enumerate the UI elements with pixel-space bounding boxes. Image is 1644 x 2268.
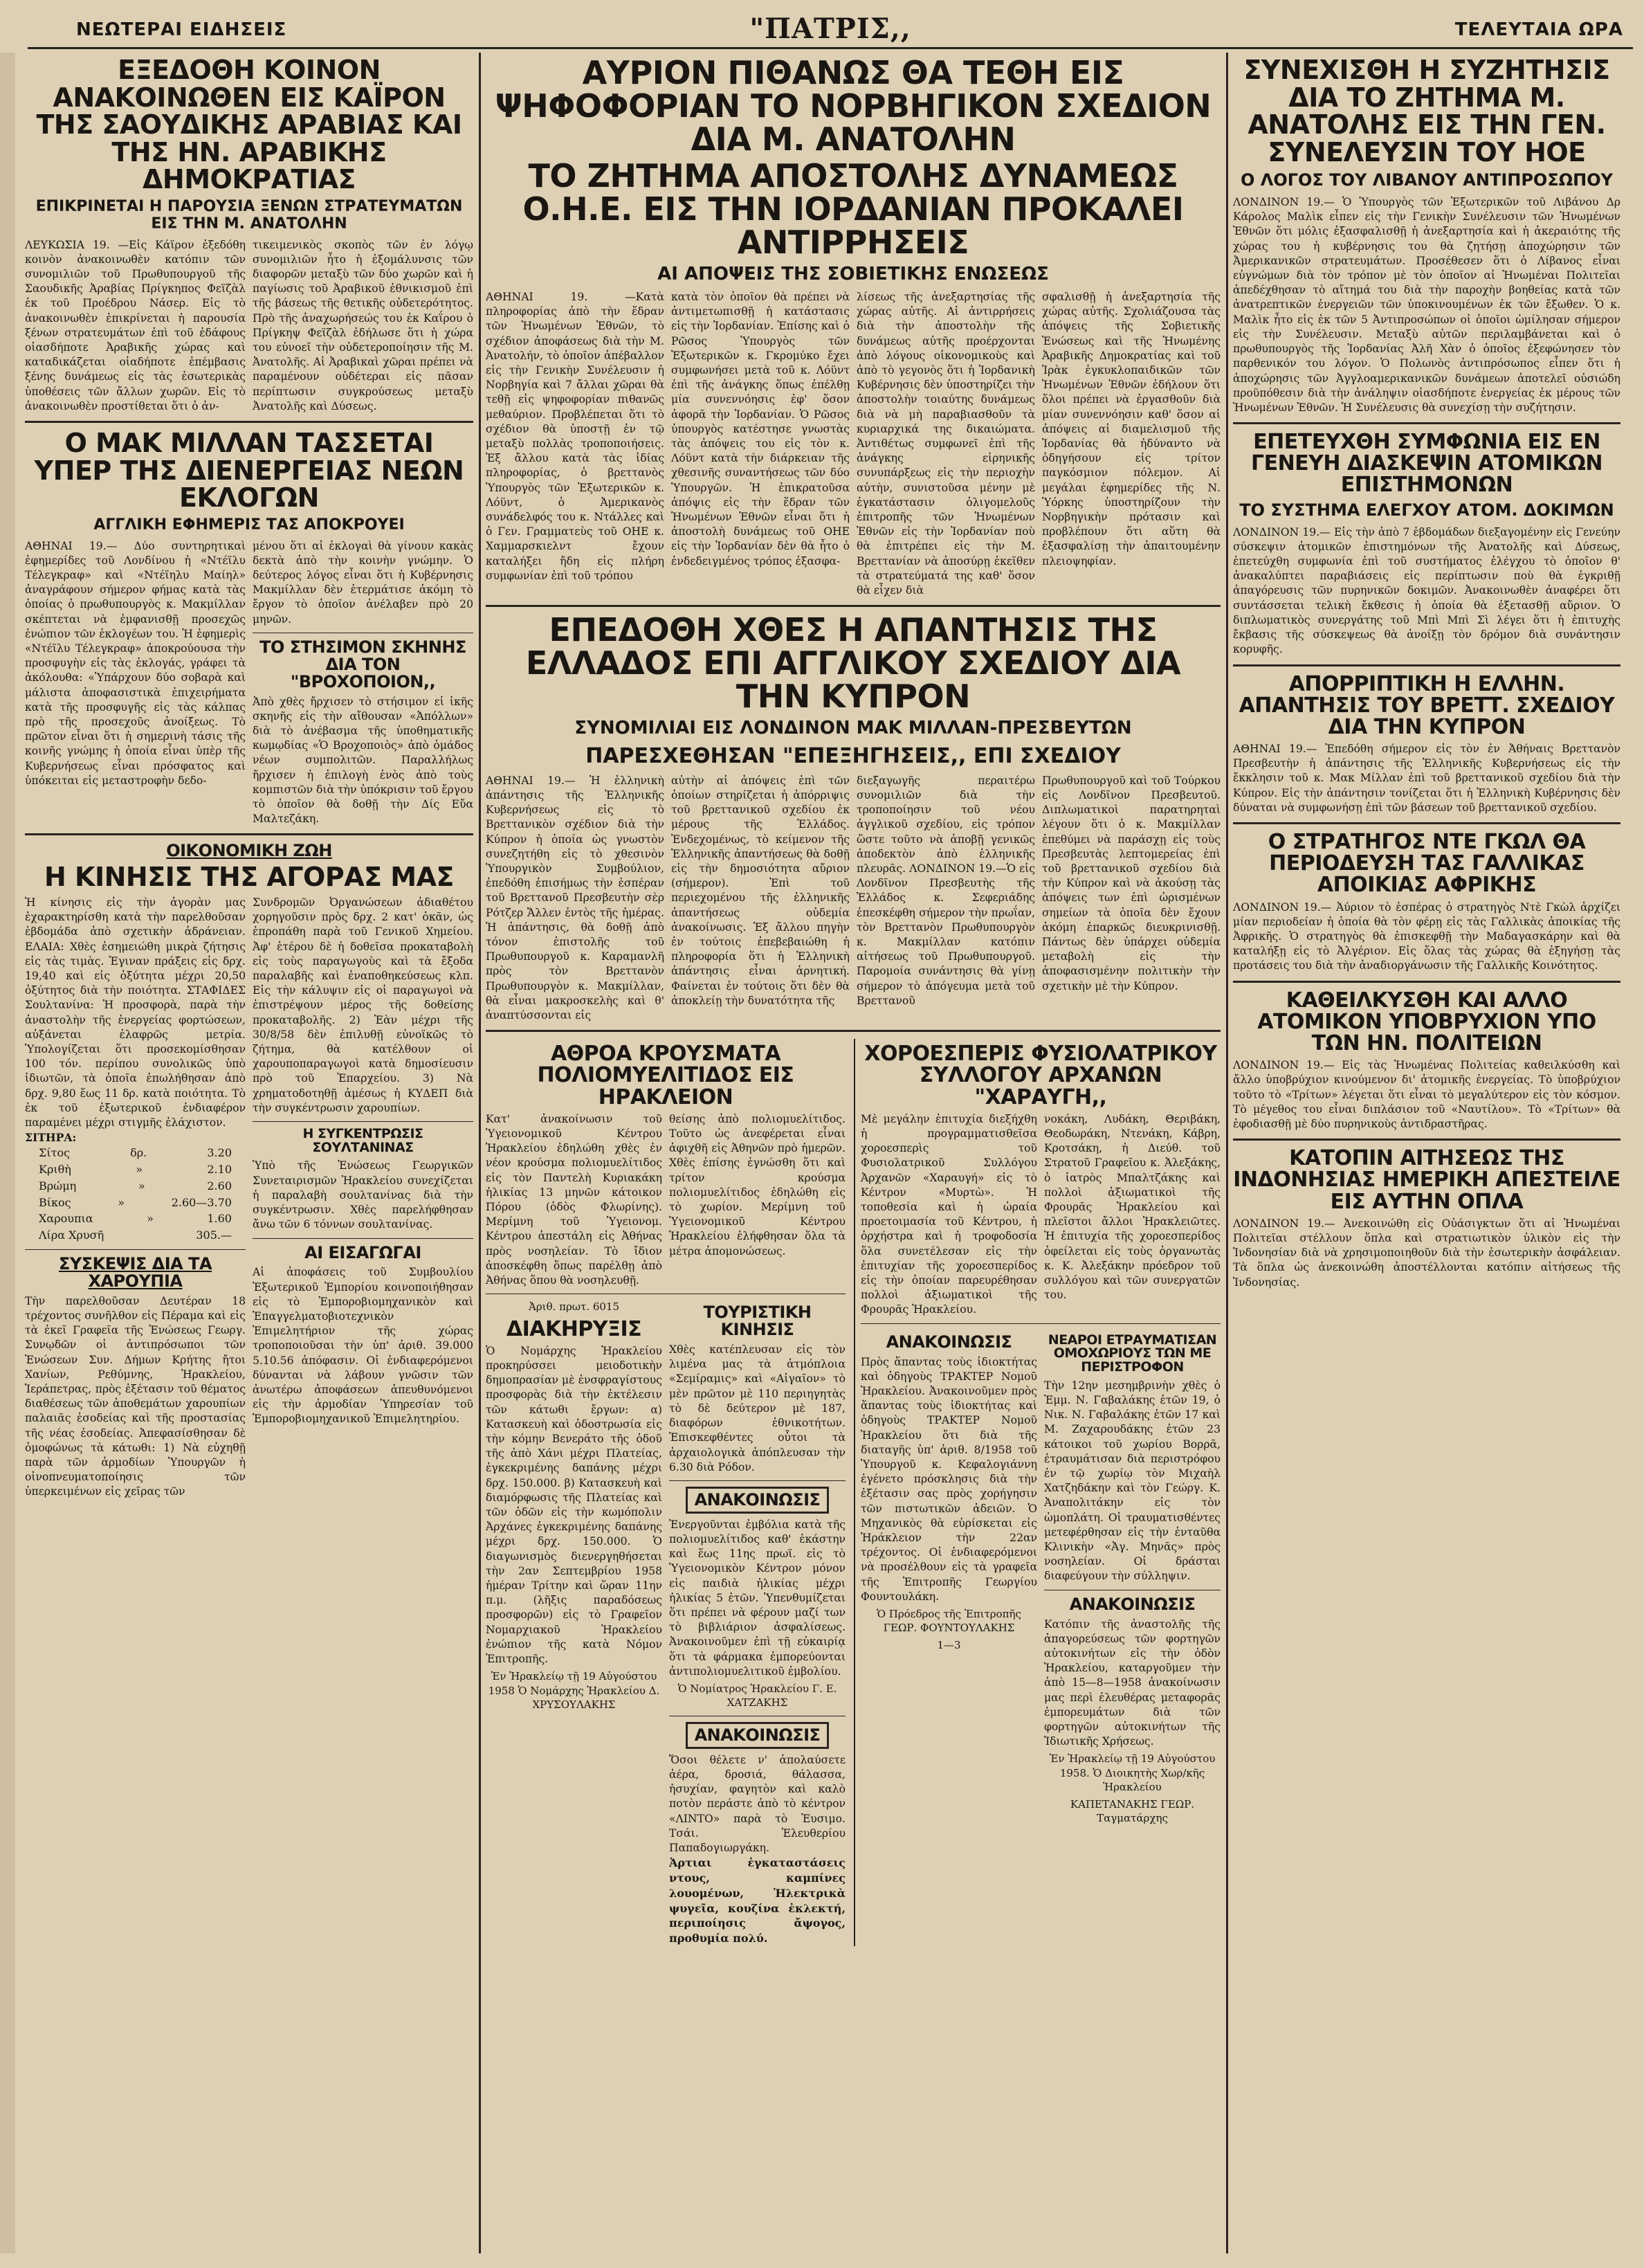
price-row: Βρώμη » 2.60 xyxy=(39,1179,232,1192)
headline-macmillan-elections: Ο ΜΑΚ ΜΙΛΛΑΝ ΤΑΣΣΕΤΑΙ ΥΠΕΡ ΤΗΣ ΔΙΕΝΕΡΓΕΙΑΣ ΝΕΩΝ ΕΚΛΟΓΩΝ xyxy=(34,428,464,514)
headline-announcement: ΑΝΑΚΟΙΝΩΣΙΣ xyxy=(886,1332,1012,1352)
headline-greek-reply-negative: ΑΠΟΡΡΙΠΤΙΚΗ Η ΕΛΛΗΝ. ΑΠΑΝΤΗΣΙΣ ΤΟΥ ΒΡΕΤΤ. ΣΧΕΔΙΟΥ ΔΙΑ ΤΗΝ ΚΥΠΡΟΝ xyxy=(1239,671,1615,739)
article-text: σφαλισθῇ ἡ ἀνεξαρτησία τῆς χώρας αὐτῆς. Σχολιάζουσα τὰς ἀπόψεις τῆς Σοβιετικῆς Ἑνώσεως καὶ τῆς Ἡνωμένης Ἀραβικῆς Δημοκρατίας καὶ τοῦ Ἰρὰκ ἐγκυκλοπαιδικῶν τῶν Ἡνωμένων Ἐθνῶν ἐδήλουν ὅτι ὅλοι πρέπει νὰ ἐργασθοῦν διὰ μίαν συνεννόησιν καθ' ὅσον αἱ ἀπόψεις αἱ διαμελισμοῦ τῆς Ἰορδανίας θὰ ἠδύναντο νὰ ὁδηγήσουν εἰς τρίτον παγκόσμιον πόλεμον. Αἱ μεγάλαι ἐφημερίδες τῆς Ν. Ὑόρκης ὑποστηρίζουν τὴν Νορβηγικὴν πρότασιν καὶ προβλέπουν ὅτι αὕτη θὰ ἐξασφαλίσῃ τὴν ἀπαιτουμένην πλειοψηφίαν. xyxy=(1042,290,1221,568)
article-text: ΛΟΝΔΙΝΟΝ 19.— Ἀύριον τὸ ἑσπέρας ὁ στρατηγὸς Ντὲ Γκὼλ ἀρχίζει μίαν περιοδείαν ἡ ὁποία θὰ τὸν φέρῃ εἰς τὰς Γαλλικὰς ἀποικίας τῆς Ἀφρικῆς. Ὁ στρατηγὸς θὰ ἐπισκεφθῇ τὴν Μαδαγασκάρην καὶ θὰ καταλήξῃ εἰς τὸ Ἀλγέριον. Εἰς ὅλας τὰς χώρας θὰ ἐξηγήσῃ τὰς προτάσεις του διὰ τὴν ἀναδιοργάνωσιν τῆς Γαλλικῆς Κοινότητος. xyxy=(1233,900,1620,972)
headline-youths-shooting: ΝΕΑΡΟΙ ΕΤΡΑΥΜΑΤΙΣΑΝ ΟΜΟΧΩΡΙΟΥΣ ΤΩΝ ΜΕ ΠΕΡΙΣΤΡΟΦΟΝ xyxy=(1048,1332,1217,1375)
masthead-right: ΤΕΛΕΥΤΑΙΑ ΩΡΑ xyxy=(1454,19,1623,40)
headline-carob-meeting: ΣΥΣΚΕΨΙΣ ΔΙΑ ΤΑ ΧΑΡΟΥΠΙΑ xyxy=(58,1253,212,1291)
subheadline-foreign-troops: ΕΠΙΚΡΙΝΕΤΑΙ Η ΠΑΡΟΥΣΙΑ ΞΕΝΩΝ ΣΤΡΑΤΕΥΜΑΤΩΝ ΕΙΣ ΤΗΝ Μ. ΑΝΑΤΟΛΗΝ xyxy=(35,197,463,233)
headline-announcement: ΑΝΑΚΟΙΝΩΣΙΣ xyxy=(1069,1594,1196,1614)
signature: Ὁ Πρόεδρος τῆς Ἐπιτροπῆς ΓΕΩΡ. ΦΟΥΝΤΟΥΛΑΚΗΣ xyxy=(877,1607,1021,1635)
article-text: Ὅσοι θέλετε ν' ἀπολαύσετε ἀέρα, δροσιά, θάλασσα, ἡσυχίαν, φαγητὸν καὶ καλὸ ποτὸν περάστε ἀπὸ τὸ κέντρον «ΛΙΝΤΟ» παρὰ τὸ Ἐυσιμο. Τσάι. Ἐλευθερίου Παπαδογιωργάκη. xyxy=(669,1753,846,1855)
article-text: Συνδρομῶν Ὀργανώσεων ἀδιαθέτου χορηγοῦσιν πρὸς δρχ. 2 κατ' ὀκᾶν, ὡς ἐπροπάθη παρὰ τοῦ Γενικοῦ Χημείου. Ἀφ' ἑτέρου δὲ ἡ δοθεῖσα προκαταβολὴ εἰς τοὺς παραγωγοὺς καὶ τὰ ἔξοδα παραλαβῆς καὶ ἐναποθηκεύσεως κλπ. Εἰς τὴν κάλυψιν εἰς οἱ παραγωγοὶ νὰ ἐπιστρέψουν μέρος τῆς δοθείσης προκαταβολῆς. 2) Ἐὰν μέχρι τῆς 30/8/58 δὲν ἐπιλυθῇ εὐνοϊκῶς τὸ ζήτημα, θὰ κατέλθουν οἱ χαρουποπαραγωγοὶ κατὰ δημοσίευσιν πρὸ τοῦ Ἐπαρχείου. 3) Νὰ χρηματοδοτηθῇ ἀμέσως ἡ ΚΥΔΕΠ διὰ τὴν συγκέντρωσιν χαρουπίων. xyxy=(253,896,473,1114)
headline-geneva-agreement: ΕΠΕΤΕΥΧΘΗ ΣΥΜΦΩΝΙΑ ΕΙΣ ΕΝ ΓΕΝΕΥΗ ΔΙΑΣΚΕΨΙΝ ΑΤΟΜΙΚΩΝ ΕΠΙΣΤΗΜΟΝΩΝ xyxy=(1250,430,1603,498)
article-text: ΑΘΗΝΑΙ 19.— Ἐπεδόθη σήμερον εἰς τὸν ἐν Ἀθήναις Βρεττανὸν Πρεσβευτὴν ἡ ἀπάντησις τῆς Ἑλληνικῆς Κυβερνήσεως εἰς τὴν ἔκκλησιν τοῦ κ. Μακ Μίλλαν ἐπὶ τοῦ βρεττανικοῦ σχεδίου διὰ τὴν Κύπρον. Εἰς τὴν ἀπάντησιν τονίζεται ὅτι ἡ Ἑλληνικὴ Κυβέρνησις δὲν δύναται νὰ συμφωνήσῃ ἐπὶ τῶν βάσεων τοῦ βρεττανικοῦ σχεδίου. xyxy=(1233,743,1620,814)
article-text: ΑΘΗΝΑΙ 19.— Δύο συντηρητικαὶ ἐφημερίδες τοῦ Λονδίνου ἡ «Ντέϊλυ Τέλεγκραφ» καὶ «Ντέϊηλυ Μαίηλ» ἀναγράφουν σήμερον φήμας κατὰ τὰς ὁποίας ὁ πρωθυπουργὸς κ. Μακμίλλαν σκέπτεται νὰ ἐμφανισθῇ προσεχῶς ἐνώπιον τῶν ἐκλογέων του. Ἡ ἐφημερὶς «Ντέϊλυ Τέλεγκραφ» ἀποκρούουσα τὴν προσφυγὴν εἰς τὰς ἐκλογάς, γράφει τὰ ἀκόλουθα: «Ὑπάρχουν δύο σοβαρὰ καὶ μάλιστα ἀποφασιστικὰ ἐπιχειρήματα κατὰ τῆς προσφυγῆς εἰς τὰς κάλπας πρὸ τῆς προσεχοῦς ἀνοίξεως. Τὸ πρῶτον εἶναι ὅτι ἡ σημερινὴ τάσις τῆς κοινῆς γνώμης ἡ ὁποία εἶναι ὑπὲρ τῆς Κυβερνήσεως εἶναι πρόσφατος καὶ ὑπόκειται εἰς μεταστροφὴν δεδο- xyxy=(25,539,246,787)
subheadline-soviet-views: ΑΙ ΑΠΟΨΕΙΣ ΤΗΣ ΣΟΒΙΕΤΙΚΗΣ ΕΝΩΣΕΩΣ xyxy=(657,263,1049,284)
article-text: Ἡ κίνησις εἰς τὴν ἀγορὰν μας ἐχαρακτηρίσθη κατὰ τὴν παρελθοῦσαν ἑβδομάδα ἀπὸ σχετικὴν ἀδράνειαν. ΕΛΑΙΑ: Χθὲς ἐσημειώθη μικρὰ ζήτησις εἰς τὰς τιμὰς. Ἐγιναν πράξεις εἰς δρχ. 19,40 καὶ εἰς ὀξύτητα μέχρι 20,50 ὀξύτητος διὰ τὴν ποιότητα. ΣΤΑΦΙΔΕΣ Σουλτανίνα: Ἡ προσφορὰ, παρὰ τὴν ἀναστολὴν τῆς ἐνεργείας φορτώσεων, αὐξάνεται ἐλαφρῶς μετρία. Ὑπολογίζεται ὅτι προσεκομίσθησαν 100 τόν. περίπου συνολικῶς ὑπὸ ἰδιωτῶν, τὰ ὁποῖα ἐπωλήθησαν ἀπὸ δρχ. 9,80 ἕως 11 δρ. κατὰ ποιότητα. Τὸ ἐκ τοῦ ἐξωτερικοῦ ἐνδιαφέρον παραμένει μέχρι στιγμῆς ἐλάχιστον. xyxy=(25,896,246,1129)
headline-declaration: ΔΙΑΚΗΡΥΞΙΣ xyxy=(506,1316,642,1341)
column-rule xyxy=(479,53,481,2253)
signature: Ἐν Ἡρακλείῳ τῇ 19 Αὐγούστου 1958 Ὁ Νομάρχης Ἡρακλείου Δ. ΧΡΥΣΟΥΛΑΚΗΣ xyxy=(488,1670,660,1711)
column-rule xyxy=(1226,53,1228,2253)
price-row: Σίτος δρ. 3.20 xyxy=(39,1146,232,1160)
column-left xyxy=(25,53,473,2253)
article-text: διεξαγωγῆς περαιτέρω συνομιλιῶν διὰ τὴν τροποποίησιν τοῦ νέου ἀγγλικοῦ σχεδίου, εἰς τρόπον ὥστε τοῦτο νὰ ἀποβῇ γενικῶς ἀποδεκτὸν ἀπὸ ἑλληνικῆς πλευρᾶς. ΛΟΝΔΙΝΟΝ 19.—Ὁ εἰς Λονδῖνον Πρεσβευτὴς τῆς Ἑλλάδος κ. Σεφεριάδης ἐπεσκέφθη σήμερον τὴν πρωΐαν, τὸν Βρεττανὸν Πρωθυπουργὸν κ. Μακμίλλαν κατόπιν αἰτήσεως τοῦ Πρωθυπουργοῦ. Παρομοία συνάντησις θὰ γίνῃ σήμερον τὸ ἀπόγευμα μετὰ τοῦ Βρεττανοῦ xyxy=(857,774,1035,1007)
headline-un-force-jordan: ΤΟ ΖΗΤΗΜΑ ΑΠΟΣΤΟΛΗΣ ΔΥΝΑΜΕΩΣ Ο.Η.Ε. ΕΙΣ ΤΗΝ ΙΟΡΔΑΝΙΑΝ ΠΡΟΚΑΛΕΙ ΑΝΤΙΡΡΗΣΕΙΣ xyxy=(522,157,1184,262)
article-text: λίσεως τῆς ἀνεξαρτησίας τῆς χώρας αὐτῆς. Αἱ ἀντιρρήσεις διὰ τὴν ἀποστολὴν τῆς δυνάμεως αὐτῆς προέρχονται ἀπὸ λόγους οἰκονομικοὺς καὶ ἀπὸ τὸ γεγονὸς ὅτι ἡ Ἰορδανικὴ Κυβέρνησις δὲν ὑποστηρίζει τὴν ἀποστολὴν τοιαύτης δυνάμεως διὰ νὰ μὴ παραβιασθοῦν τὰ κυριαρχικά της δικαιώματα. Ἀντιθέτως συμφωνεῖ ἐπὶ τῆς ἀνάγκης εἰρηνικῆς συνυπάρξεως εἰς τὴν περιοχὴν αὐτὴν, συνιστοῦσα μένην μὲ ἐγκατάστασιν ὀλιγομελοῦς ἐπιτροπῆς τῶν Ἡνωμένων Ἐθνῶν εἰς τὴν Ἰορδανίαν ποὺ θὰ ἐπιτρέπει εἰς τὴν Μ. Βρεττανίαν νὰ ἀποσύρῃ ἐκεῖθεν τὰ στρατεύματά της καθ' ὅσον θὰ εἶχεν διὰ xyxy=(857,290,1035,597)
article-text: κατὰ τὸν ὁποῖον θὰ πρέπει νὰ ἀντιμετωπισθῇ ἡ κατάστασις εἰς τὴν Ἰορδανίαν. Ἐπίσης καὶ ὁ Ρῶσος Ὑπουργὸς τῶν Ἐξωτερικῶν κ. Γκρομύκο ἔχει συμφωνήσει μετὰ τοῦ κ. Λόϋντ ἐπὶ τῆς ἀνάγκης ὅπως ἐπέλθῃ μία συνεννόησις ἐφ' ὅσον ἀφορᾶ τὴν Ἰορδανίαν. Ὁ Ρῶσος ὑπουργὸς κατέστησε γνωστὰς τὰς ἀπόψεις του εἰς τὸν κ. Λόϋντ κατὰ τὴν διάρκειαν τῆς χθεσινῆς συναντήσεως τῶν δύο Ὑπουργῶν. Ἡ ἐπικρατοῦσα ἀπόψις εἰς τὴν ἕδραν τῶν Ἡνωμένων Ἐθνῶν εἶναι ὅτι ἡ ἀποστολὴ δυνάμεως τοῦ ΟΗΕ εἰς τὴν Ἰορδανίαν δὲν θὰ ἦτο ὁ ἐνδεδειγμένος τρόπος ἐξασφα- xyxy=(671,290,850,568)
article-text: Αἱ ἀποφάσεις τοῦ Συμβουλίου Ἐξωτερικοῦ Ἐμπορίου κοινοποιήθησαν εἰς τὸ Ἐμποροβιομηχανικὸν καὶ Ἐπαγγελματοβιοτεχνικὸν Ἐπιμελητήριον τῆς χώρας τροποποιοῦσαι τὴν ὑπ' ἀριθ. 39.000 5.10.56 ἀπόφασιν. Οἱ ἐνδιαφερόμενοι δύνανται νὰ λάβουν γνῶσιν τῶν ἀνωτέρω ἀποφάσεων ἀπευθυνόμενοι εἰς τὴν ἁρμοδίαν Ὑπηρεσίαν τοῦ Ἐμποροβιομηχανικοῦ Ἐπιμελητηρίου. xyxy=(253,1266,473,1426)
headline-tourism: ΤΟΥΡΙΣΤΙΚΗ ΚΙΝΗΣΙΣ xyxy=(703,1303,812,1340)
subheadline-london-talks: ΣΥΝΟΜΙΛΙΑΙ ΕΙΣ ΛΟΝΔΙΝΟΝ ΜΑΚ ΜΙΛΛΑΝ-ΠΡΕΣΒΕΥΤΩΝ xyxy=(574,717,1132,738)
masthead-left: ΝΕΩΤΕΡΑΙ ΕΙΔΗΣΕΙΣ xyxy=(76,19,287,40)
column-right xyxy=(1233,53,1620,2253)
headline-norwegian-plan: ΑΥΡΙΟΝ ΠΙΘΑΝΩΣ ΘΑ ΤΕΘΗ ΕΙΣ ΨΗΦΟΦΟΡΙΑΝ ΤΟ ΝΟΡΒΗΓΙΚΟΝ ΣΧΕΔΙΟΝ ΔΙΑ Μ. ΑΝΑΤΟΛΗΝ xyxy=(495,54,1212,158)
article-text: Χθὲς κατέπλευσαν εἰς τὸν λιμένα μας τὰ ἀτμόπλοια «Σεμίραμις» καὶ «Αἰγαῖον» τὸ μὲν πρῶτον μὲ 110 περιηγητὰς τὸ δὲ δεύτερον μὲ 187, διαφόρων ἐθνικοτήτων. Ἐπισκεφθέντες οὗτοι τὰ ἀρχαιολογικὰ ἀπόπλευσαν τὴν 6.30 διὰ Ρόδον. xyxy=(669,1343,846,1473)
declaration-ref: Ἀριθ. πρωτ. 6015 xyxy=(528,1300,619,1314)
price-row: Κριθὴ » 2.10 xyxy=(39,1163,232,1177)
signature: Ὁ Νομίατρος Ἡρακλείου Γ. Ε. ΧΑΤΖΑΚΗΣ xyxy=(677,1682,837,1709)
headline-saudi-communique: ΕΞΕΔΟΘΗ ΚΟΙΝΟΝ ΑΝΑΚΟΙΝΩΘΕΝ ΕΙΣ ΚΑΪΡΟΝ ΤΗΣ ΣΑΟΥΔΙΚΗΣ ΑΡΑΒΙΑΣ ΚΑΙ ΤΗΣ ΗΝ. ΑΡΑΒΙΚΗΣ ΔΗΜΟΚΡΑΤΙΑΣ xyxy=(36,55,462,195)
signature: Ἐν Ἡρακλείῳ τῇ 19 Αὐγούστου 1958. Ὁ Διοικητὴς Χωρ/κῆς Ἡρακλείου xyxy=(1049,1752,1216,1794)
signature-name: ΚΑΠΕΤΑΝΑΚΗΣ ΓΕΩΡ. Ταγματάρχης xyxy=(1070,1797,1195,1825)
subheadline-lebanon-speech: Ο ΛΟΓΟΣ ΤΟΥ ΛΙΒΑΝΟΥ ΑΝΤΙΠΡΟΣΩΠΟΥ xyxy=(1241,170,1613,190)
article-text: Ὁ Νομάρχης Ἡρακλείου προκηρύσσει μειοδοτικὴν δημοπρασίαν μὲ ἐνσφραγίστους προσφορὰς διὰ τὴν ἐκτέλεσιν τῶν κάτωθι ἔργων: α) Κατασκευὴ καὶ ὁδοστρωσία εἰς τὴν κόμην Βενεράτο τῆς ὁδοῦ τῆς ἀπὸ Χάνι μέχρι Πλατείας, ἐγκεκριμένης δαπάνης μέχρι δρχ. 150.000. β) Κατασκευὴ καὶ διαμόρφωσις τῆς Πλατείας καὶ τῶν ὁδῶν εἰς τὴν κωμόπολιν Ἀρχάνες ἐγκεκριμένης δαπάνης μέχρι δρχ. 150.000. Ὁ διαγωνισμὸς διενεργηθήσεται τὴν 2αν Σεπτεμβρίου 1958 ἡμέραν Τρίτην καὶ ὥραν 11ην π.μ. (λῆξις παραδόσεως προσφορῶν) εἰς τὸ Γραφεῖον Νομαρχιακοῦ Ἡρακλείου ἐνώπιον τῆς κατὰ Νόμον Ἐπιτροπῆς. xyxy=(486,1344,662,1666)
subheadline-test-control: ΤΟ ΣΥΣΤΗΜΑ ΕΛΕΓΧΟΥ ΑΤΟΜ. ΔΟΚΙΜΩΝ xyxy=(1239,500,1614,520)
headline-atomic-submarine: ΚΑΘΕΙΛΚΥΣΘΗ ΚΑΙ ΑΛΛΟ ΑΤΟΜΙΚΟΝ ΥΠΟΒΡΥΧΙΟΝ ΥΠΟ ΤΩΝ ΗΝ. ΠΟΛΙΤΕΙΩΝ xyxy=(1257,988,1596,1056)
article-text: ΑΘΗΝΑΙ 19. —Κατὰ πληροφορίας ἀπὸ τὴν ἕδραν τῶν Ἡνωμένων Ἐθνῶν, τὸ σχέδιον ἀποφάσεως διὰ τὴν Μ. Ἀνατολήν, τὸ ὁποῖον ἀπέβαλλον εἰς τὴν Γενικὴν Συνέλευσιν ἡ Νορβηγία καὶ 7 ἄλλαι χῶραι θὰ τεθῇ εἰς ψηφοφορίαν πιθανῶς μεθαύριον. Προβλέπεται ὅτι τὸ σχέδιον θὰ ὑποστῇ ἐν τῷ μεταξὺ πολλὰς τροποποιήσεις. Ἐξ ἄλλου κατὰ τὰς ἰδίας πληροφορίας, ὁ βρεττανὸς Ὑπουργὸς τῶν Ἐξωτερικῶν κ. Λόϋντ, ὁ Ἀμερικανὸς συνάδελφός του κ. Ντάλλες καὶ ὁ Γεν. Γραμματεὺς τοῦ ΟΗΕ κ. Χαμμαρσκιελντ ἔχουν καταλήξει ἤδη εἰς πλήρη συμφωνίαν ἐπὶ τοῦ τρόπου xyxy=(486,290,664,582)
article-text: ΛΟΝΔΙΝΟΝ 19.— Εἰς τὰς Ἡνωμένας Πολιτείας καθειλκύσθη καὶ ἄλλο ὑποβρύχιον κινούμενον δι' ἀτομικῆς ἐνεργείας. Τὸ ὑποβρύχιον τοῦτο τὸ «Τρίτων» λέγεται ὅτι εἶναι τὸ μεγαλύτερον εἰς τὸν κόσμον. Τὸ μέγεθος του εἶναι διπλάσιον τοῦ «Ναυτίλου». Τὸ «Τρίτων» θὰ ἐφοδιασθῇ μὲ δύο πυρηνικοὺς ἀντιδραστῆρας. xyxy=(1233,1059,1620,1131)
headline-market-movement: Η ΚΙΝΗΣΙΣ ΤΗΣ ΑΓΟΡΑΣ ΜΑΣ xyxy=(44,862,454,893)
subheadline-explanations: ΠΑΡΕΣΧΕΘΗΣΑΝ "ΕΠΕΞΗΓΗΣΕΙΣ,, ΕΠΙ ΣΧΕΔΙΟΥ xyxy=(585,743,1121,768)
article-text: θείσης ἀπὸ πολιομυελίτιδος. Τοῦτο ὡς ἀνεφέρεται εἶναι ἀφιχθῆ εἰς Ἀθηνῶν πρὸ ἡμερῶν. Χθὲς ἐπίσης ἐγνώσθη ὅτι καὶ τρίτον κρούσμα πολιομυελίτιδος ἐδηλώθη εἰς τὸ χωρίον. Μερίμνη τοῦ Ὑγειονομικοῦ Κέντρου Ἡρακλείου ἐλήφθησαν ὅλα τὰ μέτρα ἀπομονώσεως. xyxy=(669,1112,846,1258)
article-text: ΑΘΗΝΑΙ 19.— Ἡ ἑλληνικὴ ἀπάντησις τῆς Ἑλληνικῆς Κυβερνήσεως εἰς τὸ Βρεττανικὸν σχέδιον διὰ τὴν Κύπρον ἡ ὁποία ὡς γνωστὸν συνεζητήθη εἰς τὸ χθεσινὸν Ὑπουργικὸν Συμβούλιον, ἐπεδόθη ἐπισήμως τὴν ἑσπέραν τοῦ Βρεττανοῦ Πρεσβευτὴν σὲρ Ρότζερ Ἄλλεν ἐντὸς τῆς ἡμέρας. Ἡ ἀπάντησις, θὰ δοθῇ ἀπὸ τόνον ἐπιστολῆς τοῦ Πρωθυπουργοῦ κ. Καραμανλῆ πρὸς τὸν Βρεττανὸν Πρωθυπουργὸν κ. Μακμίλλαν, θὰ εἶναι μακροσκελὴς καὶ θ' ἀναπτύσσονται εἰς xyxy=(486,774,664,1022)
price-row: Λίρα Χρυσῆ 305.— xyxy=(39,1228,232,1242)
article-text: αὐτὴν αἱ ἀπόψεις ἐπὶ τῶν ὁποίων στηρίζεται ἡ ἀπόρριψις τοῦ βρεττανικοῦ σχεδίου ἐκ μέρους τῆς Ἑλλάδος. Ἐνδεχομένως, τὸ κείμενον τῆς Ἑλληνικῆς ἀπαντήσεως θὰ δοθῇ εἰς τὴν δημοσιότητα αὔριον (σήμερον). Ἐπὶ τοῦ περιεχομένου τῆς ἑλληνικῆς ἀπαντήσεως οὐδεμία ἀνακοίνωσις. Ἐξ ἄλλου πηγὴν ἐν τούτοις ἐπεβεβαιώθη ἡ πληροφορία ὅτι ἡ Ἑλληνικὴ ἀπάντησις εἶναι ἀρνητική. Φαίνεται ἐν τούτοις ὅτι δὲν θὰ ἀποκλείῃ τὴν δυνατότητα τῆς xyxy=(671,774,850,1007)
headline-greek-reply-cyprus: ΕΠΕΔΟΘΗ ΧΘΕΣ Η ΑΠΑΝΤΗΣΙΣ ΤΗΣ ΕΛΛΑΔΟΣ ΕΠΙ ΑΓΓΛΙΚΟΥ ΣΧΕΔΙΟΥ ΔΙΑ ΤΗΝ ΚΥΠΡΟΝ xyxy=(525,611,1181,715)
article-text: μένου ὅτι αἱ ἐκλογαὶ θὰ γίνουν κακὰς δεκτὰ ἀπὸ τὴν κοινὴν γνώμην. Ὁ δεύτερος λόγος εἶναι ὅτι ἡ Κυβέρνησις Μακμίλλαν δὲν ἐτερμάτισε ἀκόμη τὸ ἔργον τὸ ὁποῖον ἀνέλαβεν πρὸ 20 μηνῶν. xyxy=(253,539,473,626)
article-text: ΛΟΝΔΙΝΟΝ 19.— Ἀνεκοινώθη εἰς Οὐάσιγκτων ὅτι αἱ Ἡνωμέναι Πολιτεῖαι στέλλουν ὅπλα καὶ στρατιωτικὸν ὑλικὸν εἰς τὴν Ἰνδονησίαν διὰ νὰ χρησιμοποιηθοῦν διὰ τὴν ἐσωτερικὴν ἀσφάλειαν. Τὰ ὅπλα ὡς ἀνεκοινώθη ἀποστέλλονται κατόπιν αἰτήσεως τῆς Ἰνδονησίας. xyxy=(1233,1217,1620,1289)
price-row: Χαρουπια » 1.60 xyxy=(39,1212,232,1226)
article-text: ΛΟΝΔΙΝΟΝ 19.— Ὁ Ὑπουργὸς τῶν Ἐξωτερικῶν τοῦ Λιβάνου Δρ Κάρολος Μαλὶκ εἶπεν εἰς τὴν Γενικὴν Συνέλευσιν τῶν Ἡνωμένων Ἐθνῶν ὅτι μόλις ἐξασφαλισθῇ ἡ ἀνεξαρτησία καὶ ἡ ἀκεραιότης τῆς χώρας του ἡ κυβέρνησις του θὰ ζητήσῃ ἀποχώρησιν τῶν Ἀμερικανικῶν στρατευμάτων. Προσέθεσεν ὅτι ὁ Λίβανος εἶναι εὐγνώμων διὰ τὸν τρόπον μὲ τὸν ὁποῖον αἱ Ἡνωμέναι Πολιτεῖαι ἀπεδέχθησαν τὸ αἴτημά του διὰ τὴν παροχὴν βοηθείας κατὰ τῶν ἀνατρεπτικῶν ἐνεργειῶν τῶν ὑποκινουμένων ἐκ τῶν ἔξωθεν. Ὁ κ. Μαλὶκ ἦτο εἰς ἐκ τῶν 5 Ἀντιπροσώπων οἱ ὁποῖοι ὡμίλησαν σήμερον εἰς τὴν Συνέλευσιν. Μεταξὺ αὐτῶν περιλαμβάνεται καὶ ὁ πρωθυπουργὸς τῆς Ἰορδανίας Ἀλῆ Χὰν ὁ ὁποῖος ἐξεφώνησεν τὸν παρθενικόν του λόγον. Ὁ Πολωνὸς ἀντιπρόσωπος εἶπεν ὅτι ἡ ἀποχώρησις τῶν Ἀγγλοαμερικανικῶν δυνάμεων ἀποτελεῖ οὐσιώδη προϋπόθεσιν διὰ τὴν ἀνάληψιν οἱασδήποτε ἐνεργείας ἐκ μέρους τῶν Ἡνωμένων Ἐθνῶν. Ἡ Συνέλευσις θὰ συνεχίσῃ τὴν συζήτησιν. xyxy=(1233,196,1620,414)
headline-middle-east-debate: ΣΥΝΕΧΙΣΘΗ Η ΣΥΖΗΤΗΣΙΣ ΔΙΑ ΤΟ ΖΗΤΗΜΑ Μ. ΑΝΑΤΟΛΗΣ ΕΙΣ ΤΗΝ ΓΕΝ. ΣΥΝΕΛΕΥΣΙΝ ΤΟΥ ΗΟΕ xyxy=(1243,55,1610,167)
article-text: Πρὸς ἅπαντας τοὺς ἰδιοκτήτας καὶ ὁδηγοὺς ΤΡΑΚΤΕΡ Νομοῦ Ἡρακλείου. Ἀνακοινοῦμεν πρὸς ἅπαντας τοὺς ἰδιοκτήτας καὶ ὁδηγοὺς ΤΡΑΚΤΕΡ Νομοῦ Ἡρακλείου ὅτι διὰ τῆς διαταγῆς ὑπ' ἀριθ. 8/1958 τοῦ Ὑπουργοῦ κ. Κεφαλογιάννη ἐγένετο πρόσκλησις διὰ τὴν ἐξέτασιν σας πρὸς χορήγησιν τῶν πιστωτικῶν ἀδειῶν. Ὁ Μηχανικὸς θὰ εὑρίσκεται εἰς Ἡράκλειον τὴν 22αν τρέχοντος. Οἱ ἐνδιαφερόμενοι νὰ προσέλθουν εἰς τὰ γραφεῖα τῆς Ἐπιτροπῆς Γεωργίου Φουντουλάκη. xyxy=(861,1355,1037,1603)
prices-title: ΣΙΤΗΡΑ: xyxy=(25,1131,77,1145)
article-text: Τὴν 12ην μεσημβρινὴν χθὲς ὁ Ἐμμ. Ν. Γαβαλάκης ἐτῶν 19, ὁ Νικ. Ν. Γαβαλάκης ἐτῶν 17 καὶ Μ. Ζαχαρουδάκης ἐτῶν 23 κάτοικοι τοῦ χωρίου Βορρᾶ, ἐτραυμάτισαν διὰ περιστρόφου ἐν τῷ χωρίῳ τὸν Μιχαὴλ Χατζηδάκην καὶ τὸν Γεώργ. Κ. Ἀναπολιτάκην εἰς τὸν ὠμοπλάτη. Οἱ τραυματισθέντες μετεφέρθησαν εἰς τὴν ἐνταῦθα Κλινικὴν «Ἀγ. Μηνᾶς» πρὸς νοσηλείαν. Οἱ δράσται διαφεύγουν τὴν σύλληψιν. xyxy=(1044,1379,1221,1583)
article-text: ΛΕΥΚΩΣΙΑ 19. —Εἰς Κάϊρον ἐξεδόθη κοινὸν ἀνακοινωθὲν κατόπιν τῶν συνομιλιῶν τοῦ Πρωθυπουργοῦ τῆς Σαουδικῆς Ἀραβίας Πρίγκηπος Φεϊζὰλ ἐκ τοῦ Προέδρου Νάσερ. Εἰς τὸ ἀνακοινωθὲν ἐπικρίνεται ἡ παρουσία ξένων στρατευμάτων ἐπὶ τοῦ ἐδάφους οἱασδήποτε Ἀραβικῆς χώρας καὶ καταδικάζεται οἱαδήποτε ἐπέμβασις ξένης δυνάμεως εἰς τὰς ἐσωτερικὰς ὑποθέσεις τῶν ἄλλων χωρῶν. Εἰς τὸ ἀνακοινωθὲν προστίθεται ὅτι ὁ ἀν- xyxy=(25,238,246,412)
article-text: Ἐνεργοῦνται ἐμβόλια κατὰ τῆς πολιομυελίτιδος καθ' ἑκάστην καὶ ἕως 11ης πρωϊ. εἰς τὸ Ὑγειονομικὸν Κέντρον μόνον εἰς παιδιὰ ἡλικίας μέχρι ἡλικίας 5 ἐτῶν. Ὑπενθυμίζεται ὅτι πρέπει νὰ φέρουν μαζί των τὸ βιβλιάριον ἀσφαλίσεως. Ἀνακοινοῦμεν ἐπὶ τῇ εὐκαιρίᾳ ὅτι τὰ φάρμακα ἐμπορεύονται ἀντιπολιομυελιτικοῦ ἐμβολίου. xyxy=(669,1518,846,1678)
article-text: Ἀπὸ χθὲς ἤρχισεν τὸ στήσιμον εἰ ἰκῆς σκηνῆς εἰς τὴν αἴθουσαν «Ἀπόλλων» διὰ τὸ ἀνέβασμα τῆς ὑποθηματικῆς κωμῳδίας «Ὁ Βροχοποιὸς» ἀπὸ ὁμάδος νέων συμπολιτῶν. Παραλλήλως ἤρχισεν ἡ ἐπιλογὴ ἑνὸς ἀπὸ τοὺς κομπιστῶν διὰ τὴν ὑπόκρισιν τοῦ ἔργου τὸ ὁποῖον θὰ δοθῇ τὴν Δίς Εὔα Μαλτεζάκη. xyxy=(253,695,473,826)
price-list xyxy=(25,1145,246,1244)
article-text: τικειμενικὸς σκοπὸς τῶν ἐν λόγῳ συνομιλιῶν ἦτο ἡ ἐξομάλυνσις τῶν διαφορῶν μεταξὺ τῶν δύο χωρῶν καὶ ἡ παγίωσις τοῦ Ἀραβικοῦ ἐθνικισμοῦ ἐπὶ τῆς βάσεως τῆς θετικῆς οὐδετερότητος. Πρὸ τῆς ἀναχωρήσεώς του ἐκ Καΐρου ὁ Πρίγκηψ Φεϊζὰλ ἐδήλωσε ὅτι ἡ χώρα του εὐνοεῖ τὴν οὐδετεροποίησιν τῆς Μ. Ἀνατολῆς. Αἱ Ἀραβικαὶ χῶραι πρέπει νὰ παραμένουν οὐδέτεραι εἰς πᾶσαν περίπτωσιν συγκρούσεως μεταξὺ Ἀνατολῆς καὶ Δύσεως. xyxy=(253,238,473,412)
headline-sultanina-collection: Η ΣΥΓΚΕΝΤΡΩΣΙΣ ΣΟΥΛΤΑΝΙΝΑΣ xyxy=(302,1125,423,1155)
headline-indonesia-arms: ΚΑΤΟΠΙΝ ΑΙΤΗΣΕΩΣ ΤΗΣ ΙΝΔΟΝΗΣΙΑΣ ΗΜΕΡΙΚΗ ΑΠΕΣΤΕΙΛΕ ΕΙΣ ΑΥΤΗΝ ΟΠΛΑ xyxy=(1233,1146,1620,1214)
headline-announcement: ΑΝΑΚΟΙΝΩΣΙΣ xyxy=(686,1722,830,1749)
article-text: Πρωθυπουργοῦ καὶ τοῦ Τούρκου εἰς Λονδῖνον Πρεσβευτοῦ. Διπλωματικοὶ παρατηρηταὶ λέγουν ὅτι ὁ κ. Μακμίλλαν ἐπεθύμει νὰ παράσχῃ εἰς τοὺς Πρεσβευτὰς λεπτομερείας ἐπὶ τοῦ βρεττανικοῦ σχεδίου διὰ τὴν Κύπρον καὶ νὰ ἀκούσῃ τὰς ἀπόψεις των ἐπὶ ὡρισμένων σημείων τὰ ὁποῖα δὲν ἔχουν ἀκόμη ἐπαρκῶς διευκρινισθῇ. Πάντως δὲν ὑπάρχει οὐδεμία μεταβολὴ εἰς τὴν ἀποφασισμένην πολιτικὴν τὴν σχετικὴν μὲ τὴν Κύπρον. xyxy=(1042,774,1221,992)
headline-rainmaker-stage: ΤΟ ΣΤΗΣΙΜΟΝ ΣΚΗΝΗΣ ΔΙΑ ΤΟΝ "ΒΡΟΧΟΠΟΙΟΝ,, xyxy=(259,637,466,691)
article-text: ΛΟΝΔΙΝΟΝ 19.— Εἰς τὴν ἀπὸ 7 ἑβδομάδων διεξαγομένην εἰς Γενεύην σύσκεψιν ἀτομικῶν ἐπιστημόνων τῆς Ἀνατολῆς καὶ Δύσεως, ἐπετεύχθη συμφωνία ἐπὶ τοῦ συστήματος ἐλέγχου τὸ ὁποῖον θ' ἀνακαλύπτει παραβιάσεις εἰς περίπτωσιν ποὺ θὰ ἐγκριθῇ ἀπαγόρευσις τῶν πυρηνικῶν δοκιμῶν. Ἀνακοινωθὲν ἀναφέρει ὅτι συντάσσεται τελικὴ ἔκθεσις ἡ ὁποία θὰ ἐξετασθῇ αὔριον. Ὁ διπλωματικὸς συνεργάτης τοῦ Μπὶ Μπὶ Σὶ λέγει ὅτι ἡ ἐπιτυχὴς ἔκβασις τῆς σύσκεψεως θὰ ἀνοίξῃ τὸν δρόμον διὰ συνάντησιν κορυφῆς. xyxy=(1233,525,1620,656)
article-text: Κατόπιν τῆς ἀναστολῆς τῆς ἀπαγορεύσεως τῶν φορτηγῶν αὐτοκινήτων εἰς τὴν ὁδὸν Ἡρακλείου, καταργοῦμεν τὴν ἀπὸ 15—8—1958 ἀνακοίνωσιν μας περὶ ἐλευθέρας μεταφορᾶς ἐμπορευμάτων διὰ τῶν φορτηγῶν αὐτοκινήτων τῆς Ἰδιωτικῆς Χρήσεως. xyxy=(1044,1617,1221,1748)
headline-dance-evening: ΧΟΡΟΕΣΠΕΡΙΣ ΦΥΣΙΟΛΑΤΡΙΚΟΥ ΣΥΛΛΟΓΟΥ ΑΡΧΑΝΩΝ "ΧΑΡΑΥΓΗ,, xyxy=(864,1042,1217,1109)
ad-ref: 1—3 xyxy=(937,1638,961,1651)
headline-polio-cases: ΑΘΡΟΑ ΚΡΟΥΣΜΑΤΑ ΠΟΛΙΟΜΥΕΛΙΤΙΔΟΣ ΕΙΣ ΗΡΑΚΛΕΙΟΝ xyxy=(537,1042,794,1109)
price-row: Βίκος » 2.60—3.70 xyxy=(39,1195,232,1209)
headline-imports: ΑΙ ΕΙΣΑΓΩΓΑΙ xyxy=(304,1242,421,1262)
article-text: Τὴν παρελθοῦσαν Δευτέραν 18 τρέχοντος συνῆλθον εἰς Πέραμα καὶ εἰς τὰ ἐκεῖ Γραφεῖα τῆς Ἑνώσεως Γεωργ. Συνῳδῶν οἱ ἀντιπρόσωποι τῶν Ἑνώσεων Συν. Δήμων Κρήτης ἤτοι Χανίων, Ρεθύμνης, Ἡρακλείου, Ἱεράπετρας, πρὸς ἐξέτασιν τοῦ θέματος διαθέσεως τῶν ἀποθεμάτων χαρουπίων παλαιᾶς ἐσοδείας καὶ τῆς προστασίας τῆς νέας ἐσοδείας. Ἀπεφασίσθησαν δὲ ὁμοφώνως τὰ κάτωθι: 1) Νὰ εὐχηθῇ παρὰ τῶν ἁρμοδίων Ὑπουργῶν ἡ οἰνοπνευματοποίησις τῶν ὑπερκειμένων εἰς χεῖρας τῶν xyxy=(25,1294,246,1498)
masthead xyxy=(28,12,1633,49)
advertisement-text: Ἀρτιαι ἐγκαταστάσεις ντους, καμπίνες λουομένων, Ἠλεκτρικὰ ψυγεῖα, κουζίνα ἐκλεκτή, περιποίησις ἄψογος, προθυμία πολύ. xyxy=(669,1856,846,1945)
scan-margin xyxy=(0,53,15,2253)
masthead-title: "ΠΑΤΡΙΣ,, xyxy=(749,12,911,45)
article-text: Κατ' ἀνακοίνωσιν τοῦ Ὑγειονομικοῦ Κέντρου Ἡρακλείου ἐδηλώθη χθὲς ἐν νέον κρούσμα πολιομυελίτιδος εἰς τὸν Παντελὴ Κυριακάκη ἡλικίας 13 μηνῶν κάτοικον Πόρου (ὁδὸς Φλωρίνης). Μερίμνη τοῦ Ὑγειονομ. Κέντρου ἀπεστάλη εἰς Ἀθήνας πρὸς νοσηλείαν. Τὸ ἴδιον ἀποσκέφθη ὅπως παρέλθῃ ἀπὸ Ἀθήνας ὅπου θὰ νοσηλευθῇ. xyxy=(486,1112,662,1287)
subheadline-english-paper: ΑΓΓΛΙΚΗ ΕΦΗΜΕΡΙΣ ΤΑΣ ΑΠΟΚΡΟΥΕΙ xyxy=(93,516,405,534)
headline-de-gaulle-africa: Ο ΣΤΡΑΤΗΓΟΣ ΝΤΕ ΓΚΩΛ ΘΑ ΠΕΡΙΟΔΕΥΣΗ ΤΑΣ ΓΑΛΛΙΚΑΣ ΑΠΟΙΚΙΑΣ ΑΦΡΙΚΗΣ xyxy=(1268,830,1586,898)
article-text: Ὑπὸ τῆς Ἑνώσεως Γεωργικῶν Συνεταιρισμῶν Ἡρακλείου συνεχίζεται ἡ παραλαβὴ σουλτανίνας διὰ τὴν συγκέντρωσιν. Χθὲς παρελήφθησαν ἄνω τῶν 6 τόννων σουλτανίνας. xyxy=(253,1159,473,1231)
column-center xyxy=(486,53,1221,2253)
headline-announcement: ΑΝΑΚΟΙΝΩΣΙΣ xyxy=(686,1487,830,1514)
article-text: Μὲ μεγάλην ἐπιτυχία διεξήχθη ἡ προγραμματισθεῖσα χοροεσπερὶς τοῦ Φυσιολατρικοῦ Συλλόγου Ἀρχανῶν «Χαραυγή» εἰς τὸ Κέντρον «Μυρτὼ». Ἡ τοποθεσία καὶ ἡ ὡραία προετοιμασία τοῦ Κέντρου, ἡ ὀρχήστρα καὶ ἡ τροφοδοσία ὅλα συνετέλεσαν εἰς τὴν ἐπιτυχίαν τῆς χοροεσπερίδος εἰς τὴν ὁποίαν παρευρέθησαν πολλοὶ ἀξιωματικοὶ τῆς Φρουρᾶς Ἡρακλείου. xyxy=(861,1112,1037,1316)
article-text: νοκάκη, Λυδάκη, Θεριβάκη, Θεοδωράκη, Ντενάκη, Κάβρη, Κροτσάκη, ἡ Διεύθ. τοῦ Στρατοῦ Γραφεῖου κ. Ἀλεξάκης, ὁ ἰατρὸς Μπαλτζάκης καὶ πολλοὶ ἀξιωματικοὶ τῆς Φρουρᾶς Ἡρακλείου καὶ πλεῖστοι ἄλλοι Ἡρακλειῶτες. Ἡ ἐπιτυχία τῆς χοροεσπερίδος ὀφείλεται εἰς τοὺς ὀργανωτὰς κ. Κ. Ἀλεξάκην πρόεδρον τοῦ συλλόγου καὶ τῶν συνεργατῶν του. xyxy=(1044,1112,1221,1302)
section-kicker-economy: ΟΙΚΟΝΟΜΙΚΗ ΖΩΗ xyxy=(166,841,332,861)
